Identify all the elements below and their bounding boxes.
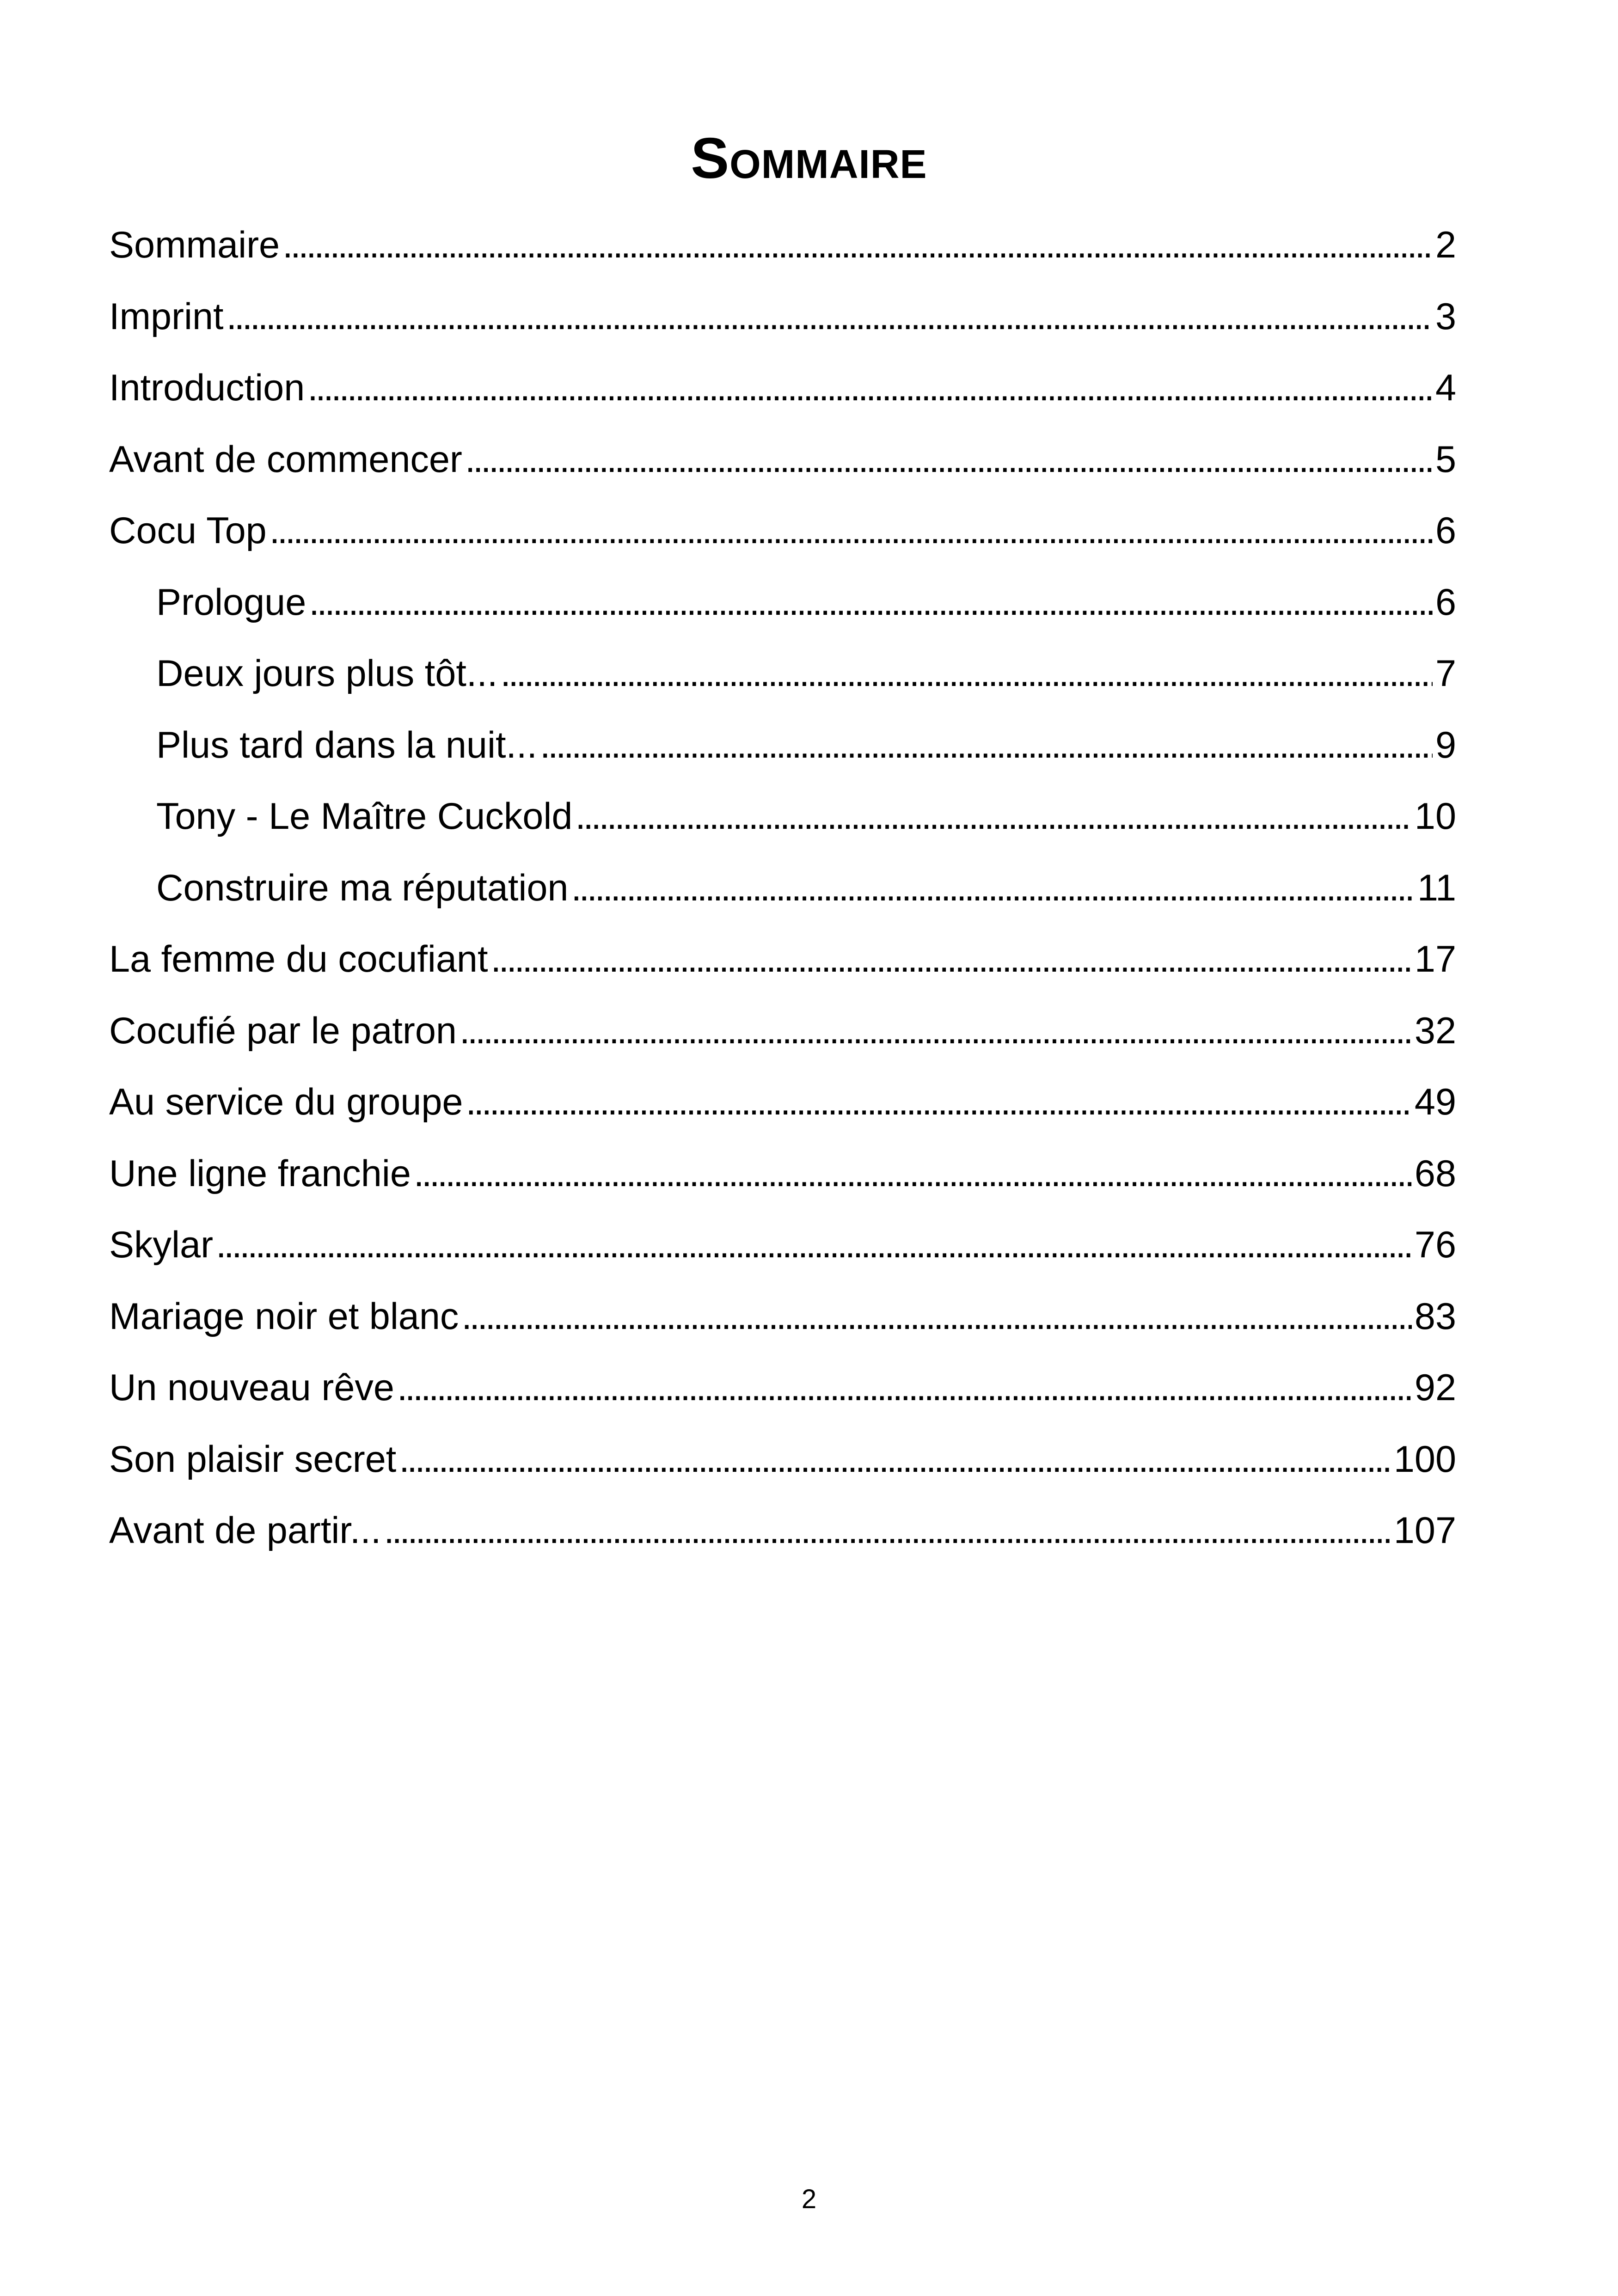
toc-dot-leader	[500, 646, 1433, 701]
toc-entry-label: Tony - Le Maître Cuckold	[156, 796, 573, 837]
toc-dot-leader	[216, 1217, 1412, 1273]
toc-entry[interactable]	[109, 503, 1456, 575]
toc-entry-page: 83	[1414, 1295, 1456, 1337]
toc-entry-label: Une ligne franchie	[109, 1152, 411, 1194]
toc-dot-leader	[307, 360, 1433, 416]
toc-entry[interactable]	[109, 931, 1456, 1003]
toc-entry[interactable]	[109, 1503, 1456, 1574]
toc-dot-leader	[397, 1360, 1412, 1415]
toc-dot-leader	[227, 289, 1433, 344]
toc-entry-page: 68	[1414, 1152, 1456, 1194]
toc-entry-label: Imprint	[109, 295, 224, 337]
toc-entry-label: Prologue	[156, 581, 306, 623]
toc-entry-page: 4	[1435, 367, 1456, 409]
toc-entry-page: 3	[1435, 295, 1456, 337]
toc-entry[interactable]	[109, 1074, 1456, 1146]
toc-entry-page: 76	[1414, 1224, 1456, 1266]
toc-entry-page: 2	[1435, 224, 1456, 266]
toc-entry-label: Skylar	[109, 1224, 214, 1266]
toc-entry-page: 9	[1435, 724, 1456, 766]
toc-dot-leader	[575, 789, 1412, 844]
toc-entry-label: Son plaisir secret	[109, 1438, 397, 1480]
toc-entry-label: Avant de commencer	[109, 438, 462, 480]
toc-entry-page: 92	[1414, 1367, 1456, 1408]
toc-dot-leader	[461, 1289, 1411, 1344]
toc-entry[interactable]	[109, 1003, 1456, 1075]
toc-dot-leader	[466, 1074, 1411, 1130]
toc-subentry[interactable]	[109, 717, 1456, 789]
toc-entry-page: 7	[1435, 653, 1456, 694]
toc-entry-label: La femme du cocufiant	[109, 938, 488, 980]
toc-entry-label: Un nouveau rêve	[109, 1367, 394, 1408]
toc-entry-page: 107	[1393, 1510, 1456, 1551]
toc-subentry[interactable]	[109, 860, 1456, 932]
toc-subentry[interactable]	[109, 789, 1456, 860]
toc-entry[interactable]	[109, 1146, 1456, 1218]
toc-dot-leader	[465, 432, 1433, 487]
toc-entry-label: Deux jours plus tôt...	[156, 653, 498, 694]
toc-entry[interactable]	[109, 1217, 1456, 1289]
toc-entry-page: 10	[1414, 796, 1456, 837]
toc-dot-leader	[540, 717, 1433, 773]
toc-entry-page: 6	[1435, 510, 1456, 551]
toc-entry-page: 11	[1417, 867, 1456, 909]
toc-entry[interactable]	[109, 217, 1456, 289]
toc-entry[interactable]	[109, 432, 1456, 503]
toc-dot-leader	[270, 503, 1433, 558]
toc-entry[interactable]	[109, 360, 1456, 432]
toc-entry-page: 17	[1414, 938, 1456, 980]
toc-entry-label: Plus tard dans la nuit...	[156, 724, 537, 766]
page-number: 2	[801, 2184, 817, 2214]
toc-subentry[interactable]	[109, 575, 1456, 646]
toc-entry-label: Cocufié par le patron	[109, 1010, 457, 1052]
table-of-contents	[109, 217, 1456, 1574]
toc-dot-leader	[309, 575, 1433, 630]
toc-entry-label: Sommaire	[109, 224, 280, 266]
toc-subentry[interactable]	[109, 646, 1456, 717]
toc-dot-leader	[460, 1003, 1412, 1059]
toc-entry-label: Mariage noir et blanc	[109, 1295, 459, 1337]
toc-dot-leader	[384, 1503, 1391, 1558]
toc-entry-label: Avant de partir...	[109, 1510, 381, 1551]
toc-entry-page: 100	[1393, 1438, 1456, 1480]
page-title: Sommaire	[691, 127, 927, 190]
toc-entry-page: 49	[1414, 1081, 1456, 1123]
toc-dot-leader	[414, 1146, 1412, 1201]
toc-dot-leader	[571, 860, 1414, 916]
toc-entry[interactable]	[109, 1360, 1456, 1432]
toc-entry[interactable]	[109, 289, 1456, 361]
toc-entry-page: 32	[1414, 1010, 1456, 1052]
toc-dot-leader	[282, 217, 1433, 273]
toc-entry-label: Introduction	[109, 367, 305, 409]
toc-dot-leader	[399, 1432, 1391, 1487]
toc-entry-label: Construire ma réputation	[156, 867, 569, 909]
toc-dot-leader	[490, 931, 1411, 987]
toc-entry-label: Cocu Top	[109, 510, 267, 551]
toc-entry[interactable]	[109, 1289, 1456, 1360]
toc-entry-label: Au service du groupe	[109, 1081, 463, 1123]
toc-entry[interactable]	[109, 1432, 1456, 1503]
toc-entry-page: 5	[1435, 438, 1456, 480]
toc-entry-page: 6	[1435, 581, 1456, 623]
